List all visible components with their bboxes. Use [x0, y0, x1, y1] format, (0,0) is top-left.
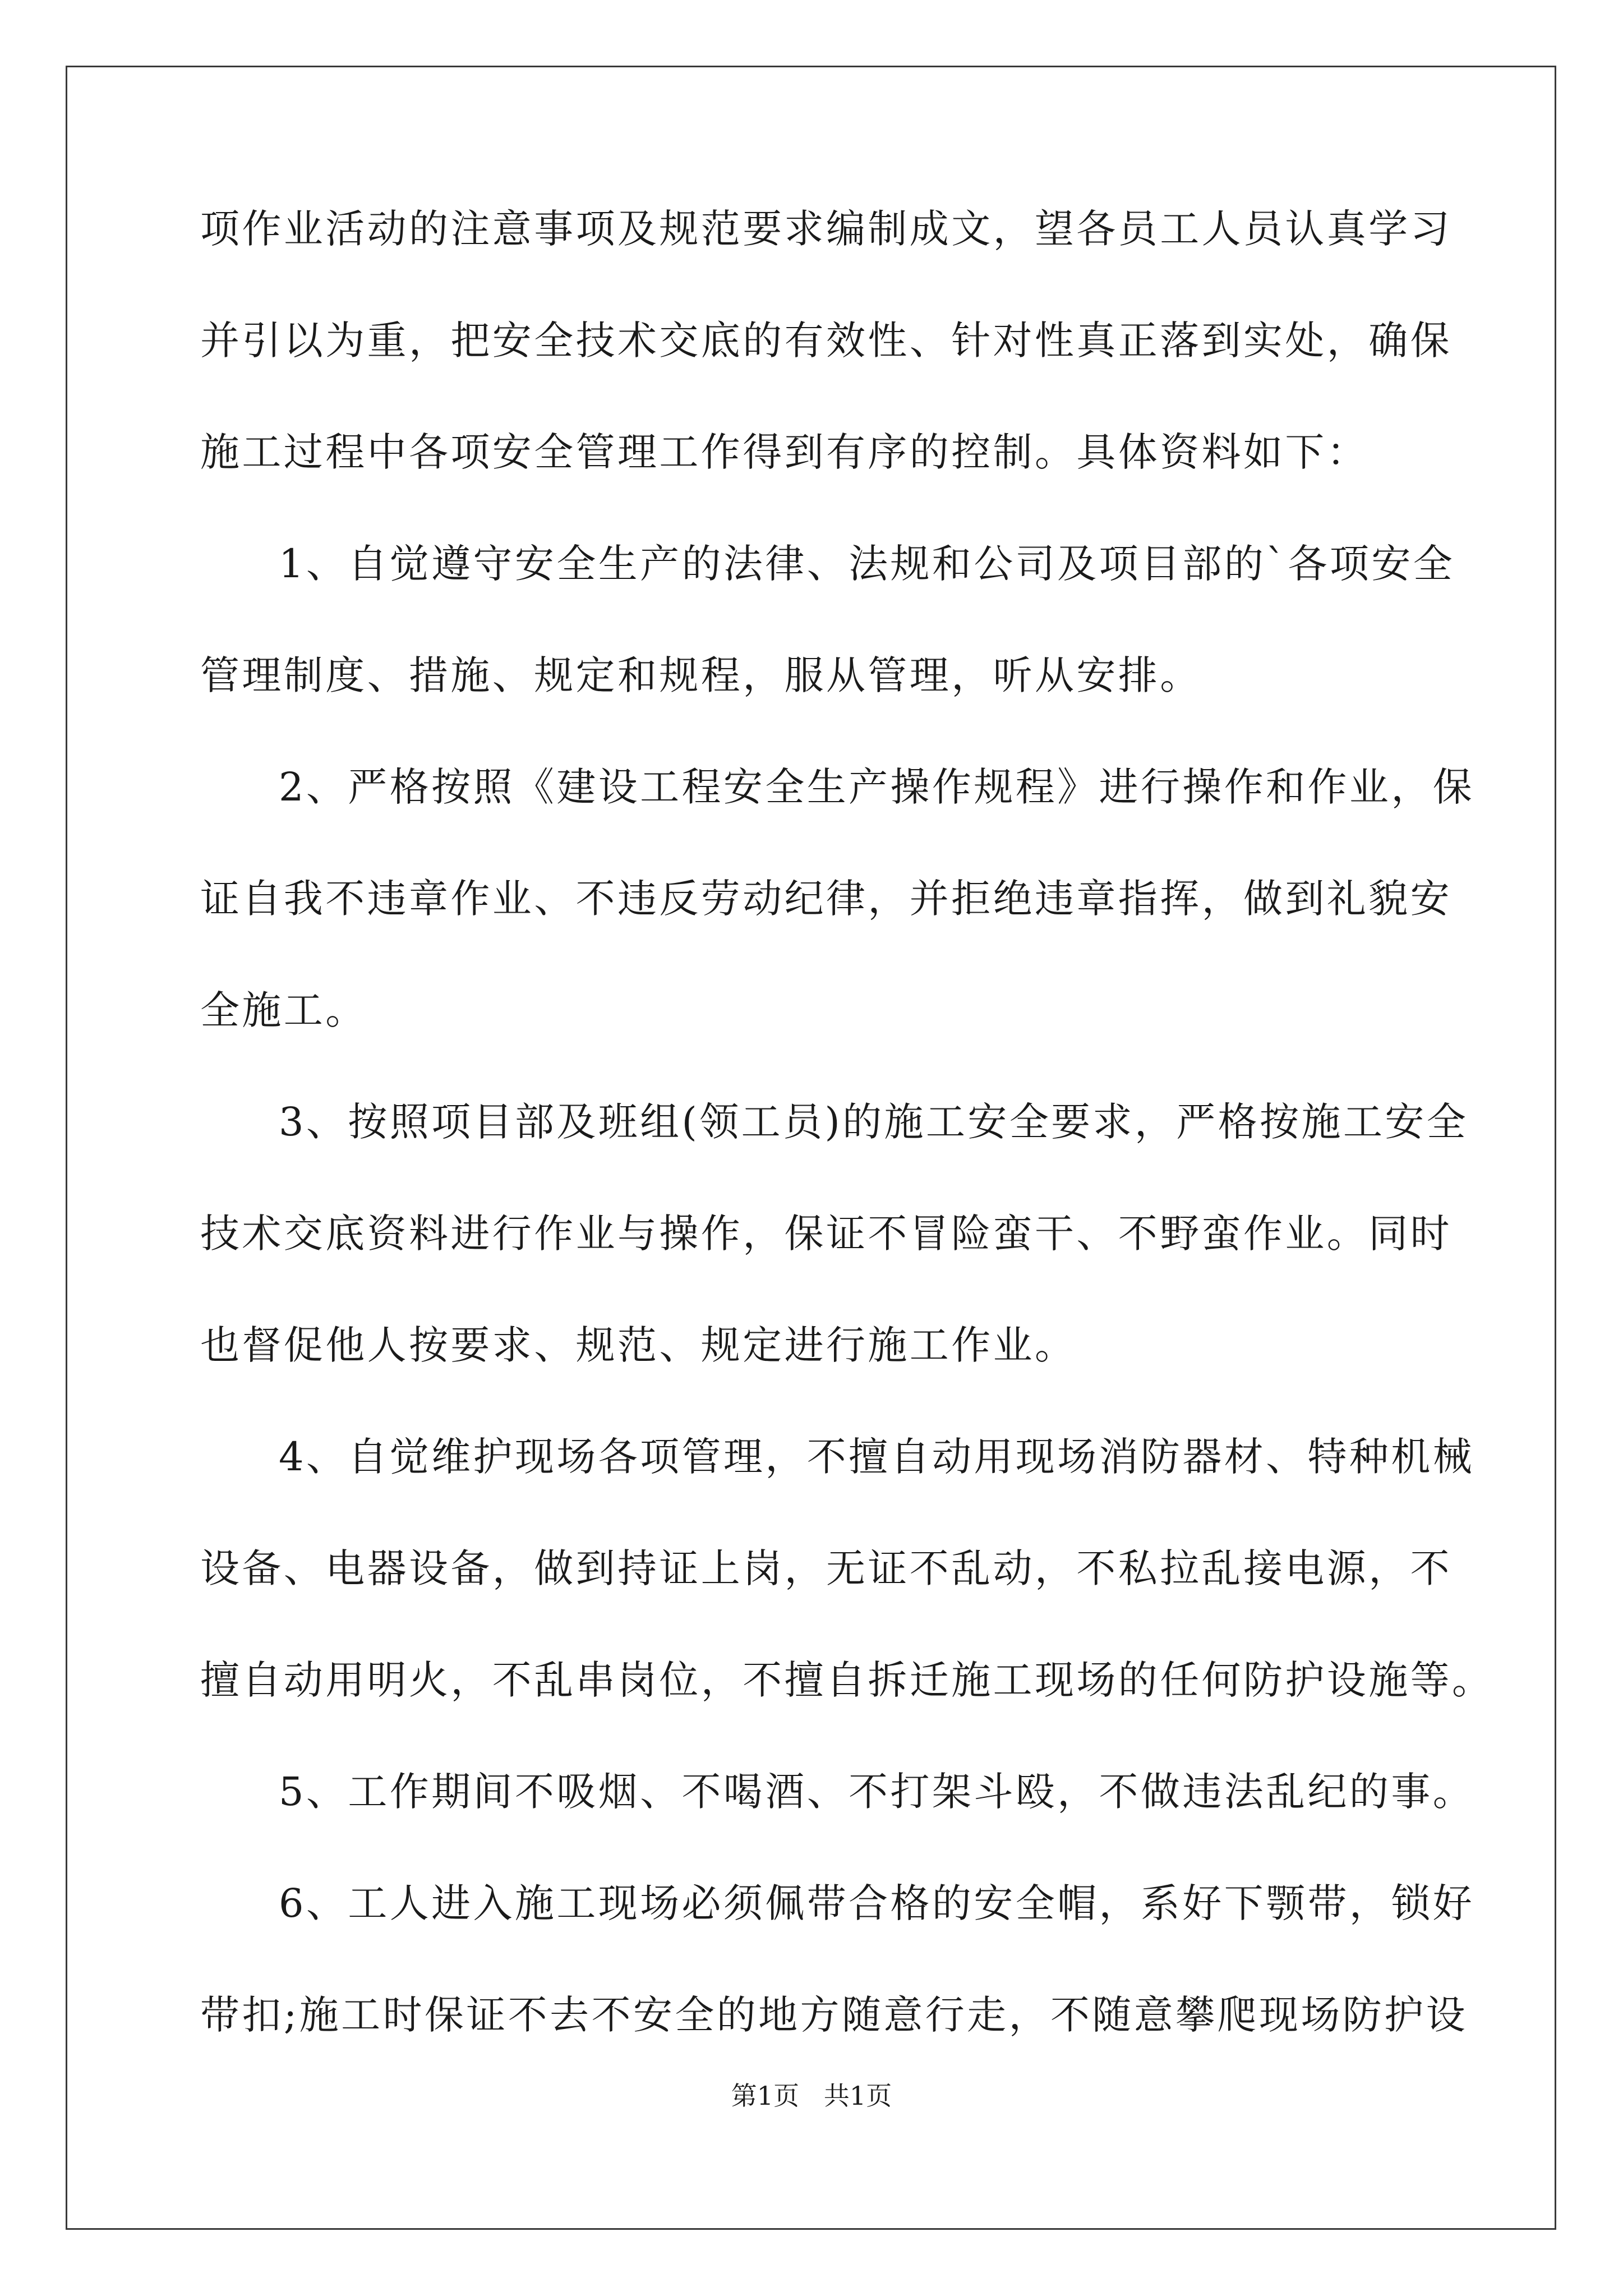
page-number: 第1页 共1页: [731, 2081, 892, 2111]
text-line: 施工过程中各项安全管理工作得到有序的控制。具体资料如下：: [200, 429, 1369, 475]
text-line: 并引以为重，把安全技术交底的有效性、针对性真正落到实处，确保: [200, 318, 1452, 364]
paragraph-5-start: 5、工作期间不吸烟、不喝酒、不打架斗殴，不做违法乱纪的事。: [279, 1769, 1475, 1815]
paragraph-4-start: 4、自觉维护现场各项管理，不擅自动用现场消防器材、特种机械: [279, 1434, 1475, 1480]
paragraph-1-start: 1、自觉遵守安全生产的法律、法规和公司及项目部的`各项安全: [279, 541, 1455, 587]
text-line: 带扣;施工时保证不去不安全的地方随意行走，不随意攀爬现场防护设: [200, 1992, 1468, 2038]
text-line: 技术交底资料进行作业与操作，保证不冒险蛮干、不野蛮作业。同时: [200, 1211, 1452, 1257]
text-line: 全施工。: [200, 987, 367, 1033]
paragraph-2-start: 2、严格按照《建设工程安全生产操作规程》进行操作和作业，保: [279, 764, 1475, 810]
text-line: 证自我不违章作业、不违反劳动纪律，并拒绝违章指挥，做到礼貌安: [200, 876, 1452, 922]
paragraph-6-start: 6、工人进入施工现场必须佩带合格的安全帽，系好下颚带，锁好: [279, 1880, 1475, 1926]
text-line: 管理制度、措施、规定和规程，服从管理，听从安排。: [200, 652, 1202, 698]
document-body: [200, 206, 1494, 2106]
paragraph-3-start: 3、按照项目部及班组(领工员)的施工安全要求，严格按施工安全: [279, 1099, 1469, 1145]
text-line: 也督促他人按要求、规范、规定进行施工作业。: [200, 1322, 1077, 1368]
text-line: 设备、电器设备，做到持证上岗，无证不乱动，不私拉乱接电源，不: [200, 1545, 1452, 1591]
text-line: 擅自动用明火，不乱串岗位，不擅自拆迁施工现场的任何防护设施等。: [200, 1657, 1494, 1703]
text-line: 项作业活动的注意事项及规范要求编制成文，望各员工人员认真学习: [200, 206, 1452, 252]
